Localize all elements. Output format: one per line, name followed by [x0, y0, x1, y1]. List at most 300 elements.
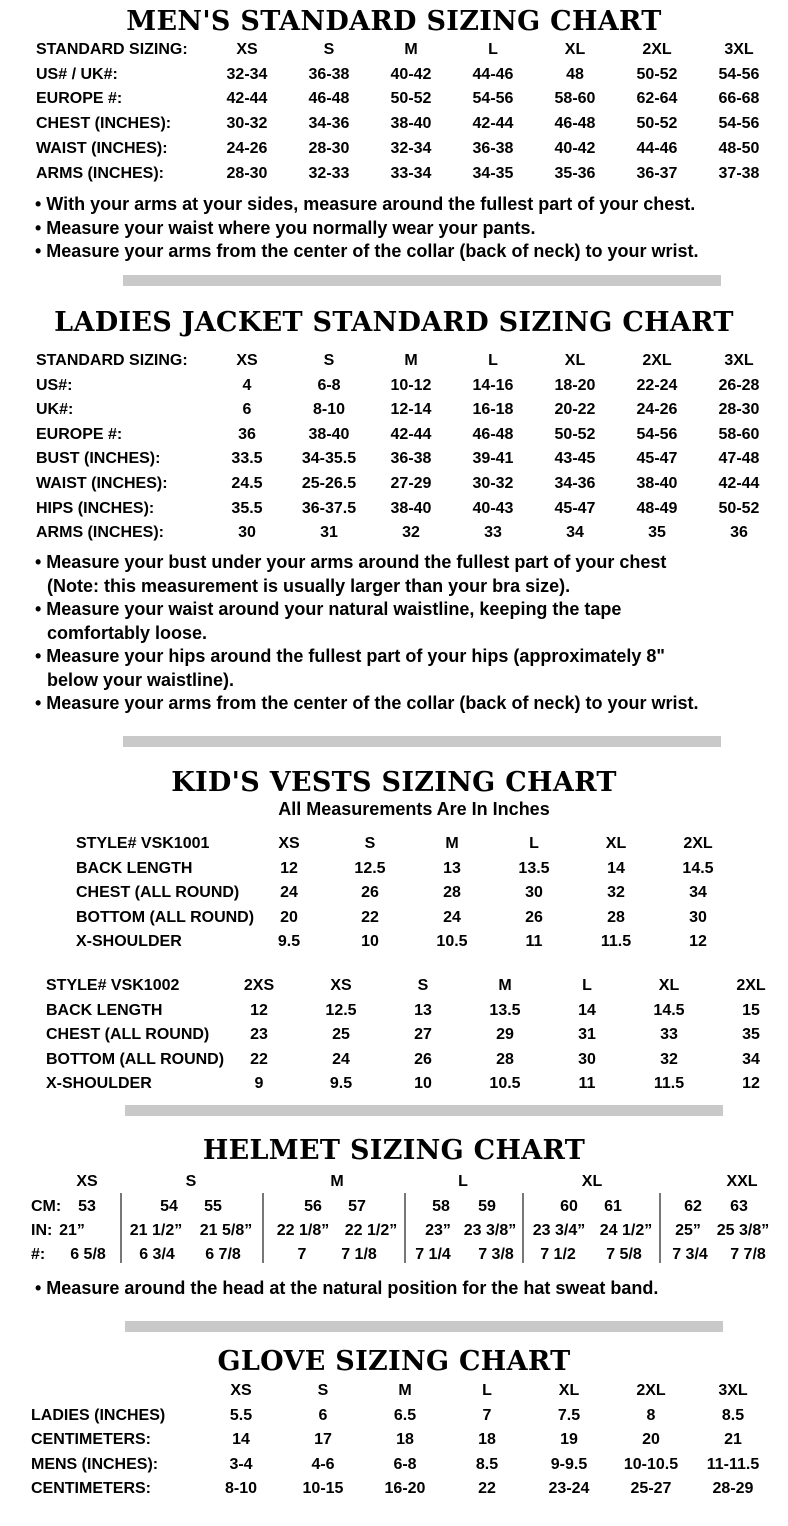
glove-chart-title: GLOVE SIZING CHART [217, 1346, 571, 1377]
table-cell: 50-52 [390, 90, 432, 108]
row-label: CENTIMETERS: [31, 1480, 151, 1498]
helmet-cell: 61 [604, 1198, 622, 1215]
size-header: 3XL [724, 41, 754, 58]
helmet-note: • Measure around the head at the natural position for the hat sweat band. [35, 1278, 659, 1298]
size-header: M [498, 977, 512, 994]
size-header: 2XL [736, 977, 766, 994]
helmet-cell: 62 [684, 1198, 702, 1215]
helmet-cell: 25” [675, 1222, 701, 1239]
row-label: ARMS (INCHES): [36, 164, 164, 182]
table-cell: 10 [361, 933, 379, 951]
size-header: S [317, 1382, 329, 1399]
table-row [0, 374, 788, 398]
table-row [0, 447, 788, 471]
helmet-size-header: L [458, 1173, 468, 1190]
ladies-chart-title: LADIES JACKET STANDARD SIZING CHART [54, 307, 734, 338]
table-cell: 15 [742, 1001, 760, 1019]
table-row [0, 857, 788, 881]
helmet-cell: 7 7/8 [730, 1246, 766, 1263]
table-cell: 33-34 [390, 164, 432, 182]
table-cell: 44-46 [636, 139, 678, 157]
table-cell: 54-56 [718, 65, 760, 83]
table-cell: 30 [689, 908, 707, 926]
table-cell: 44-46 [472, 65, 514, 83]
helmet-cell: 7 1/2 [540, 1246, 576, 1263]
table-row [0, 472, 788, 496]
table-cell: 40-43 [472, 499, 514, 517]
table-cell: 10.5 [436, 933, 468, 951]
table-cell: 40-42 [390, 65, 432, 83]
size-header: XL [564, 41, 586, 58]
header-label: STYLE# VSK1002 [46, 977, 180, 994]
row-label: BOTTOM (ALL ROUND) [46, 1050, 225, 1068]
helmet-size-header: M [330, 1173, 344, 1190]
table-cell: 28-30 [308, 139, 350, 157]
size-header: M [445, 835, 459, 852]
table-row [0, 497, 788, 521]
table-cell: 42-44 [390, 425, 432, 443]
table-cell: 26 [414, 1050, 432, 1068]
table-cell: 30 [238, 524, 256, 542]
size-header: 3XL [724, 352, 754, 369]
table-cell: 17 [314, 1431, 332, 1449]
table-cell: 36-38 [390, 450, 432, 468]
row-label: HIPS (INCHES): [36, 499, 155, 517]
helmet-size-header: XL [581, 1173, 603, 1190]
table-cell: 11.5 [600, 933, 632, 951]
table-cell: 35 [742, 1026, 760, 1043]
size-header: 2XL [636, 1382, 666, 1399]
size-header: L [488, 352, 498, 369]
helmet-cell: 60 [560, 1198, 578, 1215]
table-cell: 31 [320, 524, 338, 542]
table-cell: 36-38 [472, 139, 514, 157]
table-row [0, 1072, 788, 1096]
table-row [0, 881, 788, 905]
table-cell: 3-4 [229, 1455, 253, 1473]
table-cell: 22 [361, 908, 379, 926]
table-cell: 48-50 [718, 139, 760, 157]
table-cell: 14 [232, 1431, 250, 1449]
note-line: below your waistline). [47, 669, 235, 690]
table-cell: 28 [607, 908, 625, 926]
helmet-size-header: S [185, 1173, 197, 1190]
table-cell: 23-24 [548, 1480, 590, 1498]
kids-chart-title: KID'S VESTS SIZING CHART [171, 767, 617, 798]
table-cell: 42-44 [226, 90, 268, 108]
size-header: XS [236, 41, 258, 58]
table-row [0, 930, 788, 954]
table-cell: 21 [724, 1431, 742, 1449]
helmet-row-in [0, 1219, 788, 1243]
table-row [0, 398, 788, 422]
size-header: S [364, 835, 376, 852]
table-cell: 6.5 [393, 1406, 417, 1424]
size-header: 2XS [243, 977, 275, 994]
table-cell: 66-68 [718, 90, 760, 108]
table-cell: 22 [478, 1480, 496, 1498]
size-header: M [404, 352, 418, 369]
table-cell: 50-52 [636, 65, 678, 83]
row-label: EUROPE #: [36, 425, 123, 443]
table-cell: 48-49 [636, 499, 678, 517]
table-cell: 24.5 [231, 475, 263, 492]
table-cell: 9-9.5 [550, 1455, 588, 1473]
table-cell: 12 [250, 1001, 268, 1019]
table-cell: 23 [250, 1026, 268, 1043]
table-cell: 14-16 [472, 376, 514, 394]
table-header-row [0, 349, 788, 373]
table-cell: 9.5 [277, 933, 301, 951]
table-row [0, 137, 788, 161]
row-label: CM: [31, 1198, 62, 1215]
table-cell: 18 [396, 1431, 414, 1449]
table-cell: 8.5 [721, 1406, 745, 1424]
row-label: BUST (INCHES): [36, 450, 161, 468]
measurement-note [35, 240, 780, 264]
table-cell: 42-44 [472, 115, 514, 133]
row-label: WAIST (INCHES): [36, 475, 168, 492]
table-cell: 16-18 [472, 401, 514, 419]
table-cell: 28-30 [718, 401, 760, 419]
table-cell: 32 [660, 1050, 678, 1068]
note-line: comfortably loose. [47, 622, 208, 643]
table-row [0, 1048, 788, 1072]
helmet-size-header: XXL [726, 1173, 758, 1190]
table-cell: 26-28 [718, 376, 760, 394]
table-cell: 12.5 [354, 859, 386, 877]
helmet-cell: 56 [304, 1198, 322, 1215]
table-cell: 22-24 [636, 376, 678, 394]
table-cell: 38-40 [390, 115, 432, 133]
table-cell: 36 [238, 425, 256, 443]
table-cell: 36-38 [308, 65, 350, 83]
table-cell: 25-27 [630, 1480, 672, 1498]
row-label: BOTTOM (ALL ROUND) [76, 908, 255, 926]
helmet-cell: 54 [160, 1198, 178, 1215]
helmet-size-header: XS [76, 1173, 98, 1190]
measurement-note [35, 551, 780, 598]
table-cell: 22 [250, 1050, 268, 1068]
table-cell: 34-36 [554, 475, 596, 492]
table-cell: 62-64 [636, 90, 678, 108]
size-header: XL [658, 977, 680, 994]
helmet-cell: 7 3/4 [672, 1246, 708, 1263]
table-cell: 46-48 [472, 425, 514, 443]
table-cell: 46-48 [554, 115, 596, 133]
table-cell: 12 [280, 859, 298, 877]
section-divider-4 [125, 1321, 723, 1332]
helmet-cell: 53 [78, 1198, 96, 1215]
table-cell: 46-48 [308, 90, 350, 108]
row-label: US# / UK#: [36, 65, 118, 83]
table-cell: 11-11.5 [706, 1455, 760, 1473]
table-cell: 12 [742, 1075, 760, 1092]
measurement-note [35, 645, 780, 692]
table-cell: 12.5 [325, 1001, 357, 1019]
table-cell: 58-60 [718, 425, 760, 443]
table-row [0, 162, 788, 186]
table-cell: 4 [242, 376, 252, 394]
helmet-cell: 58 [432, 1198, 450, 1215]
table-cell: 32-34 [226, 65, 268, 83]
table-cell: 8.5 [475, 1455, 499, 1473]
table-cell: 10-10.5 [623, 1455, 679, 1473]
helmet-cell: 22 1/8” [276, 1222, 330, 1239]
size-header: XS [230, 1382, 252, 1399]
table-cell: 34-35 [472, 164, 514, 182]
helmet-row-hash [0, 1243, 788, 1267]
helmet-cell: 21 5/8” [199, 1222, 253, 1239]
helmet-cell: 23 3/8” [463, 1222, 517, 1239]
note-line: • Measure your waist where you normally wear your pants. [35, 217, 536, 238]
helmet-cell: 7 5/8 [606, 1246, 642, 1263]
table-cell: 33 [484, 524, 502, 542]
table-row [0, 112, 788, 136]
table-cell: 36-37 [636, 164, 678, 182]
note-line: (Note: this measurement is usually larger than your bra size). [47, 575, 571, 596]
table-cell: 33.5 [231, 450, 263, 468]
table-row [0, 1477, 788, 1501]
table-cell: 35-36 [554, 164, 596, 182]
table-cell: 9 [254, 1075, 264, 1092]
table-cell: 34 [566, 524, 584, 542]
size-header: XS [278, 835, 300, 852]
helmet-cell: 23” [425, 1222, 451, 1239]
helmet-cell: 55 [204, 1198, 222, 1215]
table-cell: 36 [730, 524, 748, 542]
table-cell: 6 [318, 1406, 328, 1424]
table-cell: 11 [578, 1075, 596, 1092]
table-cell: 24 [332, 1050, 350, 1068]
table-cell: 39-41 [472, 450, 514, 468]
table-cell: 45-47 [554, 499, 596, 517]
table-cell: 43-45 [554, 450, 596, 468]
table-row [0, 63, 788, 87]
table-cell: 38-40 [390, 499, 432, 517]
table-row [0, 906, 788, 930]
measurement-note [35, 217, 780, 241]
row-label: BACK LENGTH [76, 859, 193, 877]
table-cell: 11.5 [653, 1075, 685, 1092]
size-header: M [404, 41, 418, 58]
table-cell: 50-52 [636, 115, 678, 133]
helmet-cell: 7 1/4 [415, 1246, 451, 1263]
row-label: CHEST (INCHES): [36, 115, 172, 133]
table-cell: 54-56 [636, 425, 678, 443]
table-cell: 16-20 [384, 1480, 426, 1498]
table-cell: 50-52 [554, 425, 596, 443]
size-header: L [488, 41, 498, 58]
table-cell: 35.5 [231, 499, 263, 517]
helmet-cell: 21” [59, 1222, 85, 1239]
table-cell: 24 [443, 908, 461, 926]
row-label: US#: [36, 376, 73, 394]
helmet-chart-title: HELMET SIZING CHART [202, 1135, 586, 1166]
mens-chart-title: MEN'S STANDARD SIZING CHART [126, 6, 662, 37]
table-cell: 8 [646, 1406, 656, 1424]
table-cell: 13.5 [489, 1001, 521, 1019]
row-label: #: [31, 1246, 46, 1263]
table-row [0, 1023, 788, 1047]
table-cell: 13 [414, 1001, 432, 1019]
table-cell: 32-34 [390, 139, 432, 157]
table-cell: 58-60 [554, 90, 596, 108]
size-header: 3XL [718, 1382, 748, 1399]
helmet-cell: 25 3/8” [716, 1222, 770, 1239]
table-cell: 26 [361, 884, 379, 902]
row-label: X-SHOULDER [46, 1075, 152, 1092]
helmet-cell: 22 1/2” [344, 1222, 398, 1239]
table-cell: 6-8 [393, 1455, 417, 1473]
table-cell: 32 [607, 884, 625, 902]
table-cell: 13.5 [518, 859, 550, 877]
table-cell: 13 [443, 859, 461, 877]
table-cell: 34-35.5 [301, 450, 357, 468]
size-header: 2XL [683, 835, 713, 852]
row-label: CENTIMETERS: [31, 1431, 151, 1449]
header-label: STYLE# VSK1001 [76, 835, 210, 852]
table-cell: 28-29 [712, 1480, 754, 1498]
table-row [0, 999, 788, 1023]
table-cell: 37-38 [718, 164, 760, 182]
row-label: X-SHOULDER [76, 933, 182, 951]
table-row [0, 87, 788, 111]
note-line: • Measure your bust under your arms around the fullest part of your chest [35, 552, 667, 572]
table-cell: 24-26 [636, 401, 678, 419]
row-label: IN: [31, 1222, 53, 1239]
table-cell: 8-10 [224, 1480, 258, 1498]
size-header: XL [564, 352, 586, 369]
helmet-cell: 57 [348, 1198, 366, 1215]
helmet-cell: 6 5/8 [70, 1246, 106, 1263]
table-row [0, 521, 788, 545]
helmet-cell: 7 3/8 [478, 1246, 514, 1263]
note-line: • Measure your arms from the center of the collar (back of neck) to your wrist. [35, 241, 699, 261]
size-header: XL [605, 835, 627, 852]
note-line: • Measure your hips around the fullest part of your hips (approximately 8" [35, 646, 665, 666]
helmet-cell: 59 [478, 1198, 496, 1215]
table-cell: 25 [332, 1026, 350, 1043]
size-header: XL [558, 1382, 580, 1399]
size-header: XS [236, 352, 258, 369]
table-cell: 30-32 [472, 475, 514, 492]
table-cell: 20-22 [554, 401, 596, 419]
table-row [0, 1404, 788, 1428]
measurement-note [35, 193, 780, 217]
table-cell: 12-14 [390, 401, 432, 419]
helmet-cell: 6 3/4 [139, 1246, 175, 1263]
table-cell: 32-33 [308, 164, 350, 182]
table-cell: 14 [578, 1001, 596, 1019]
table-cell: 42-44 [718, 475, 760, 492]
size-header: 2XL [642, 352, 672, 369]
table-cell: 10 [414, 1075, 432, 1092]
table-cell: 38-40 [308, 425, 350, 443]
table-cell: 30 [525, 884, 543, 902]
row-label: MENS (INCHES): [31, 1455, 159, 1473]
table-cell: 48 [566, 65, 584, 83]
table-cell: 28 [496, 1050, 514, 1068]
table-header-row [0, 974, 788, 998]
header-label: STANDARD SIZING: [36, 41, 188, 58]
table-cell: 36-37.5 [301, 499, 357, 517]
row-label: UK#: [36, 401, 74, 419]
section-divider-2 [123, 736, 721, 747]
table-cell: 6 [242, 401, 252, 419]
helmet-cell: 6 7/8 [205, 1246, 241, 1263]
table-cell: 14.5 [653, 1001, 685, 1019]
table-cell: 9.5 [329, 1075, 353, 1092]
table-cell: 32 [402, 524, 420, 542]
table-cell: 10.5 [489, 1075, 521, 1092]
table-cell: 45-47 [636, 450, 678, 468]
table-cell: 7 [482, 1406, 492, 1424]
table-cell: 25-26.5 [301, 475, 357, 492]
helmet-row-cm [0, 1195, 788, 1219]
size-header: L [582, 977, 592, 994]
table-cell: 34 [742, 1050, 760, 1068]
table-cell: 30-32 [226, 115, 268, 133]
measurement-note [35, 598, 780, 645]
table-header-row [0, 1379, 788, 1403]
kids-chart-subtitle: All Measurements Are In Inches [278, 799, 550, 819]
table-header-row [0, 832, 788, 856]
size-header: 2XL [642, 41, 672, 58]
table-cell: 5.5 [229, 1406, 253, 1424]
helmet-cell: 24 1/2” [599, 1222, 653, 1239]
table-cell: 31 [578, 1026, 596, 1043]
table-cell: 20 [280, 908, 298, 926]
table-cell: 14.5 [682, 859, 714, 877]
table-cell: 38-40 [636, 475, 678, 492]
note-line: • With your arms at your sides, measure around the fullest part of your chest. [35, 194, 696, 214]
table-row [0, 1428, 788, 1452]
table-cell: 10-15 [302, 1480, 344, 1498]
table-cell: 20 [642, 1431, 660, 1449]
table-cell: 12 [689, 933, 707, 951]
table-cell: 28 [443, 884, 461, 902]
table-cell: 27 [414, 1026, 432, 1043]
table-cell: 18 [478, 1431, 496, 1449]
size-header: L [529, 835, 539, 852]
row-label: BACK LENGTH [46, 1001, 163, 1019]
table-cell: 33 [660, 1026, 678, 1043]
table-cell: 47-48 [718, 450, 760, 468]
size-header: S [323, 352, 335, 369]
row-label: ARMS (INCHES): [36, 524, 164, 542]
helmet-size-header-row [0, 1170, 788, 1194]
size-header: S [417, 977, 429, 994]
row-label: LADIES (INCHES) [31, 1406, 166, 1424]
size-header: S [323, 41, 335, 58]
table-cell: 6-8 [317, 376, 341, 394]
table-row [0, 1453, 788, 1477]
helmet-cell: 7 [297, 1246, 307, 1263]
table-cell: 4-6 [311, 1455, 335, 1473]
measurement-note [35, 692, 780, 716]
table-cell: 24-26 [226, 139, 268, 157]
helmet-cell: 21 1/2” [129, 1222, 183, 1239]
table-cell: 28-30 [226, 164, 268, 182]
table-cell: 50-52 [718, 499, 760, 517]
table-cell: 10-12 [390, 376, 432, 394]
table-cell: 7.5 [557, 1406, 581, 1424]
table-row [0, 423, 788, 447]
row-label: EUROPE #: [36, 90, 123, 108]
section-divider-1 [123, 275, 721, 286]
header-label: STANDARD SIZING: [36, 352, 188, 369]
